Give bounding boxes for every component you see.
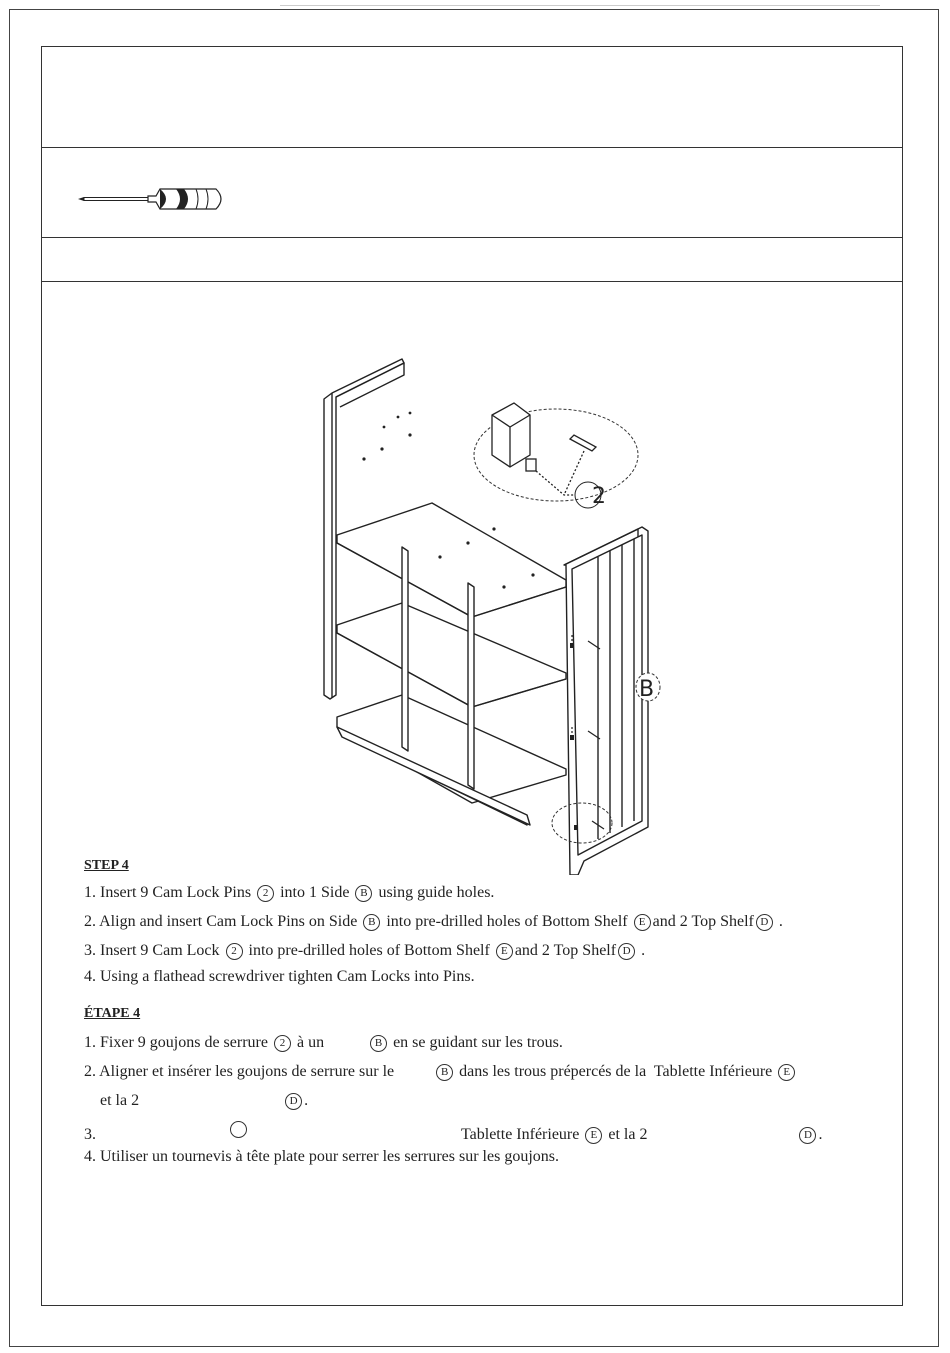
step-en-line-2	[84, 913, 783, 931]
instruction-sheet	[41, 46, 903, 1306]
part-e-circle: E	[496, 943, 513, 960]
top-hairline	[280, 5, 880, 6]
header-divider	[42, 147, 902, 148]
text: .	[641, 942, 646, 959]
part-d-circle: D	[799, 1127, 816, 1144]
parts-divider	[42, 281, 902, 282]
tools-divider	[42, 237, 902, 238]
step-heading: STEP 4	[84, 858, 129, 873]
text: 1. Insert 9 Cam Lock Pins	[84, 884, 252, 901]
text: à un	[296, 1034, 325, 1051]
part-e-circle: E	[634, 914, 651, 931]
part-2-circle: 2	[274, 1035, 291, 1052]
text: .	[818, 1126, 823, 1143]
side-b-label: B	[639, 677, 655, 702]
step-en-line-1	[84, 884, 494, 902]
step-fr-line-3	[84, 1121, 822, 1144]
text: into pre-drilled holes of Bottom Shelf	[248, 942, 490, 959]
text: and 2 Top Shelf	[652, 913, 754, 930]
step-fr-line-2-wrap	[100, 1092, 308, 1110]
assembly-diagram	[302, 355, 702, 875]
text: and 2 Top Shelf	[514, 942, 617, 959]
step-fr-line-2	[84, 1063, 797, 1081]
text: .	[304, 1092, 309, 1109]
text: .	[778, 913, 783, 930]
text: en se guidant sur les trous.	[393, 1034, 563, 1051]
part-2-circle: 2	[257, 885, 274, 902]
text: into pre-drilled holes of Bottom Shelf	[386, 913, 628, 930]
text: using guide holes.	[378, 884, 495, 901]
text: 1. Fixer 9 goujons de serrure	[84, 1034, 268, 1051]
part-b-circle: B	[355, 885, 372, 902]
part-b-circle: B	[363, 914, 380, 931]
part-e-circle: E	[585, 1127, 602, 1144]
part-e-circle: E	[778, 1064, 795, 1081]
text: 2. Align and insert Cam Lock Pins on Side	[84, 913, 358, 930]
text: into 1 Side	[280, 884, 350, 901]
step-fr-line-4: 4. Utiliser un tournevis à tête plate pour serrer les serrures sur les goujons.	[84, 1148, 559, 1165]
text: et la 2	[100, 1092, 140, 1109]
part-2-circle: 2	[226, 943, 243, 960]
part-b-circle: B	[370, 1035, 387, 1052]
step-en-line-4: 4. Using a flathead screwdriver tighten Cam Locks into Pins.	[84, 968, 475, 985]
flathead-screwdriver-icon	[76, 184, 226, 214]
text: 3.	[84, 1126, 96, 1143]
step-fr-line-1	[84, 1034, 563, 1052]
callout-2-label: 2	[592, 484, 606, 509]
text: 3. Insert 9 Cam Lock	[84, 942, 220, 959]
text: et la 2	[608, 1126, 648, 1143]
part-circle-empty	[230, 1121, 247, 1138]
part-d-circle: D	[756, 914, 773, 931]
part-b-circle: B	[436, 1064, 453, 1081]
text: dans les trous prépercés de la Tablette Inférieure	[459, 1063, 773, 1080]
step-en-line-3	[84, 942, 645, 960]
text: 2. Aligner et insérer les goujons de serrure sur le	[84, 1063, 395, 1080]
text: Tablette Inférieure	[461, 1126, 580, 1143]
etape-heading: ÉTAPE 4	[84, 1006, 141, 1021]
part-d-circle: D	[285, 1093, 302, 1110]
part-d-circle: D	[618, 943, 635, 960]
